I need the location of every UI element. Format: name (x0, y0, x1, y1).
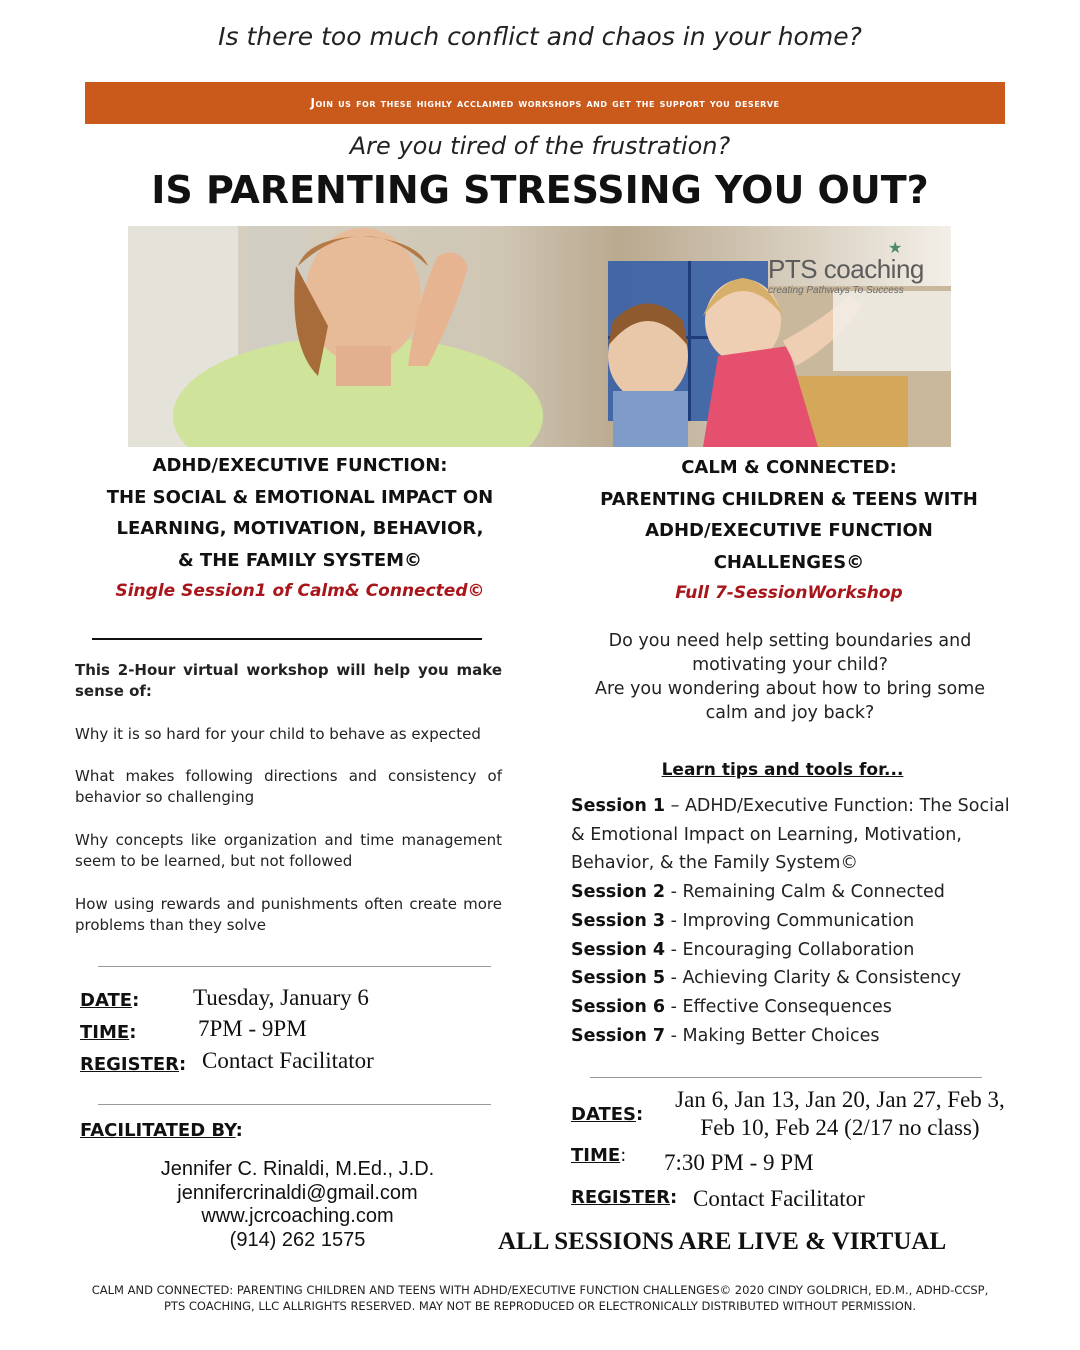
session-item: Session 5 - Achieving Clarity & Consistency (571, 968, 962, 989)
time-value-right: 7:30 PM - 9 PM (664, 1150, 814, 1175)
right-questions (570, 629, 1010, 725)
time-label: TIME (80, 1022, 130, 1043)
register-label-right: REGISTER (571, 1187, 671, 1208)
left-title-line: LEARNING, MOTIVATION, BEHAVIOR, (116, 518, 484, 539)
date-label: DATE (80, 990, 133, 1011)
divider (590, 1077, 982, 1078)
left-title-line: ADHD/EXECUTIVE FUNCTION: (152, 455, 448, 476)
top-question: Is there too much conflict and chaos in your home? (218, 22, 862, 51)
session-item: & Emotional Impact on Learning, Motivation, (571, 824, 962, 845)
pts-logo (768, 238, 938, 296)
all-sessions-note: ALL SESSIONS ARE LIVE & VIRTUAL (498, 1228, 947, 1255)
right-title-line: PARENTING CHILDREN & TEENS WITH (600, 488, 978, 510)
facilitator-name: Jennifer C. Rinaldi, M.Ed., J.D. (160, 1158, 435, 1180)
register-row-right: REGISTER: (571, 1187, 678, 1208)
footer-line: PTS COACHING, LLC ALLRIGHTS RESERVED. MAY NOT BE REPRODUCED OR ELECTRONICALLY DISTRIBUTED WITHOUT PERMISSION. (163, 1299, 916, 1313)
left-point: Why concepts like organization and time management seem to be learned, but not followed (75, 831, 502, 870)
question-line: Are you wondering about how to bring some (594, 679, 986, 699)
left-point: Why it is so hard for your child to behave as expected (75, 725, 481, 743)
orange-banner (85, 82, 1005, 124)
session-item: Session 2 - Remaining Calm & Connected (571, 882, 945, 903)
right-title-line: CHALLENGES© (713, 551, 865, 573)
right-title (560, 452, 1018, 608)
time-value: 7PM - 9PM (198, 1016, 307, 1041)
dates-label: DATES (571, 1104, 637, 1125)
right-title-line: CALM & CONNECTED: (681, 457, 897, 478)
left-point: What makes following directions and consistency of behavior so challenging (75, 767, 502, 806)
left-title (80, 450, 520, 606)
learn-heading: Learn tips and tools for... (661, 760, 904, 780)
session-item: Behavior, & the Family System© (571, 853, 858, 874)
session-item: Session 4 - Encouraging Collaboration (571, 939, 915, 960)
question-line: calm and joy back? (705, 703, 875, 723)
headline: IS PARENTING STRESSING YOU OUT? (151, 168, 929, 212)
register-label: REGISTER (80, 1054, 180, 1075)
left-subtitle: Single Session1 of Calm& Connected© (115, 581, 485, 601)
question-line: Do you need help setting boundaries and (608, 631, 972, 651)
footer-line: CALM AND CONNECTED: PARENTING CHILDREN AND TEENS WITH ADHD/EXECUTIVE FUNCTION CHALLENGES© 2020 CINDY GOLDRICH, ED.M., ADHD-CCSP, (91, 1283, 989, 1297)
time-row: TIME: (80, 1022, 137, 1043)
register-value: Contact Facilitator (202, 1048, 374, 1073)
header-photo (128, 226, 951, 447)
divider (92, 638, 482, 640)
session-item: Session 3 - Improving Communication (571, 910, 915, 931)
date-row: DATE: (80, 990, 140, 1011)
facilitator-website[interactable]: www.jcrcoaching.com (201, 1205, 394, 1227)
facilitator-block (100, 1158, 495, 1252)
session-item: Session 1 – ADHD/Executive Function: The Social (571, 796, 1010, 816)
logo-name: PTS coaching (768, 254, 924, 284)
divider (98, 966, 491, 967)
facilitated-label: FACILITATED BY (80, 1120, 236, 1141)
dates-value (650, 1086, 1030, 1142)
second-question: Are you tired of the frustration? (349, 132, 731, 160)
register-row: REGISTER: (80, 1054, 187, 1075)
facilitator-email[interactable]: jennifercrinaldi@gmail.com (177, 1181, 418, 1204)
left-intro: This 2-Hour virtual workshop will help you make sense of: (75, 661, 502, 700)
copyright-footer (20, 1282, 1060, 1314)
dates-row: DATES: (571, 1104, 644, 1125)
star-icon: ★ (888, 238, 903, 257)
session-item: Session 6 - Effective Consequences (571, 996, 892, 1017)
time-row-right: TIME: (571, 1145, 627, 1166)
facilitated-row: FACILITATED BY: (80, 1120, 243, 1141)
left-title-line: THE SOCIAL & EMOTIONAL IMPACT ON (106, 486, 494, 508)
register-value-right: Contact Facilitator (693, 1186, 865, 1211)
date-value: Tuesday, January 6 (193, 985, 369, 1010)
facilitator-phone: (914) 262 1575 (229, 1228, 366, 1251)
right-subtitle: Full 7-SessionWorkshop (675, 583, 903, 603)
right-title-line: ADHD/EXECUTIVE FUNCTION (645, 520, 933, 541)
logo-tagline: creating Pathways To Success (768, 285, 904, 296)
dates-line: Jan 6, Jan 13, Jan 20, Jan 27, Feb 3, (675, 1087, 1005, 1112)
session-item: Session 7 - Making Better Choices (571, 1025, 880, 1046)
time-label-right: TIME (571, 1145, 621, 1166)
question-line: motivating your child? (692, 655, 888, 675)
dates-line: Feb 10, Feb 24 (2/17 no class) (700, 1115, 980, 1140)
divider (98, 1104, 491, 1105)
left-title-line: & THE FAMILY SYSTEM© (177, 549, 423, 571)
left-point: How using rewards and punishments often create more problems than they solve (75, 895, 502, 934)
banner-text: Join us for these highly acclaimed workshops and get the support you deserve (310, 96, 780, 110)
session-list (571, 792, 1011, 1050)
